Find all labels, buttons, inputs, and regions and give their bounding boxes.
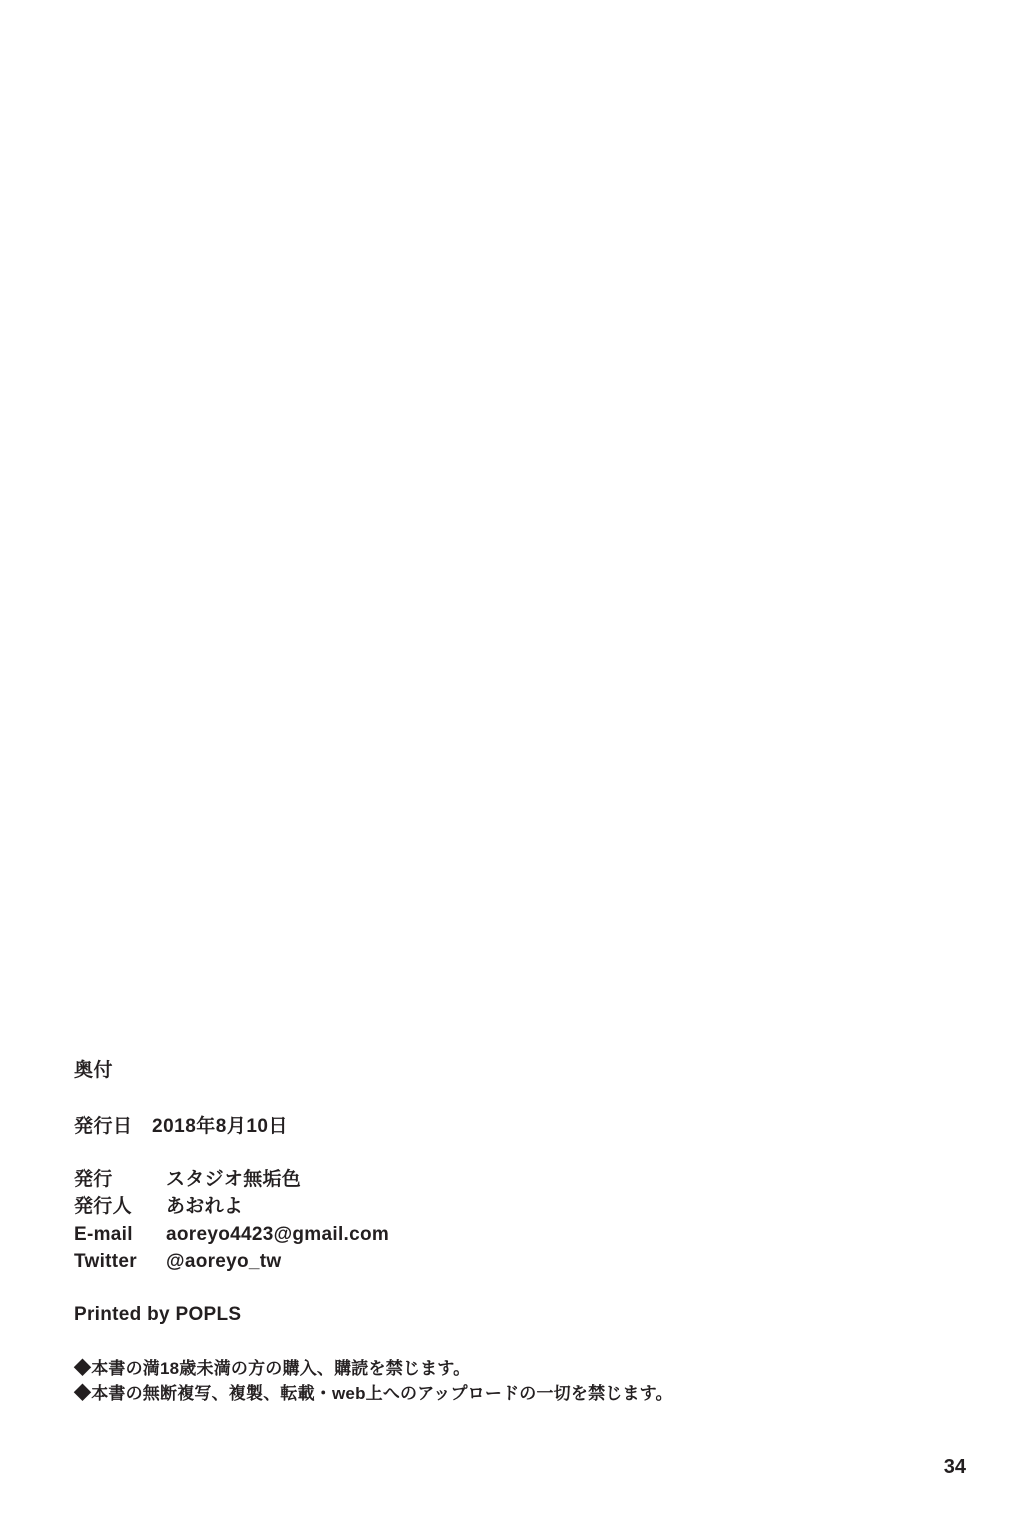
publish-date: 発行日 2018年8月10日 [74, 1115, 288, 1137]
info-row [74, 1221, 894, 1249]
info-label-email: E-mail [74, 1223, 133, 1245]
colophon-block [74, 1060, 894, 1407]
publisher-info [74, 1166, 894, 1276]
info-row [74, 1193, 894, 1221]
page-number: 34 [943, 1456, 966, 1478]
printed-by: Printed by POPLS [74, 1303, 242, 1325]
notice-line: ◆本書の無断複写、複製、転載・web上へのアップロードの一切を禁じます。 [74, 1384, 673, 1404]
colophon-heading: 奥付 [74, 1060, 114, 1081]
info-label-publisher: 発行 [74, 1168, 113, 1190]
info-value-publisher: スタジオ無垢色 [166, 1168, 302, 1190]
info-label-twitter: Twitter [74, 1251, 137, 1273]
legal-notices [74, 1356, 894, 1407]
info-value-email: aoreyo4423@gmail.com [166, 1223, 390, 1245]
notice-line: ◆本書の満18歳未満の方の購入、購読を禁じます。 [74, 1358, 471, 1378]
info-value-author: あおれよ [166, 1196, 244, 1218]
info-row [74, 1166, 894, 1194]
info-label-author: 発行人 [74, 1196, 132, 1218]
info-value-twitter: @aoreyo_tw [166, 1251, 282, 1273]
info-row [74, 1248, 894, 1276]
